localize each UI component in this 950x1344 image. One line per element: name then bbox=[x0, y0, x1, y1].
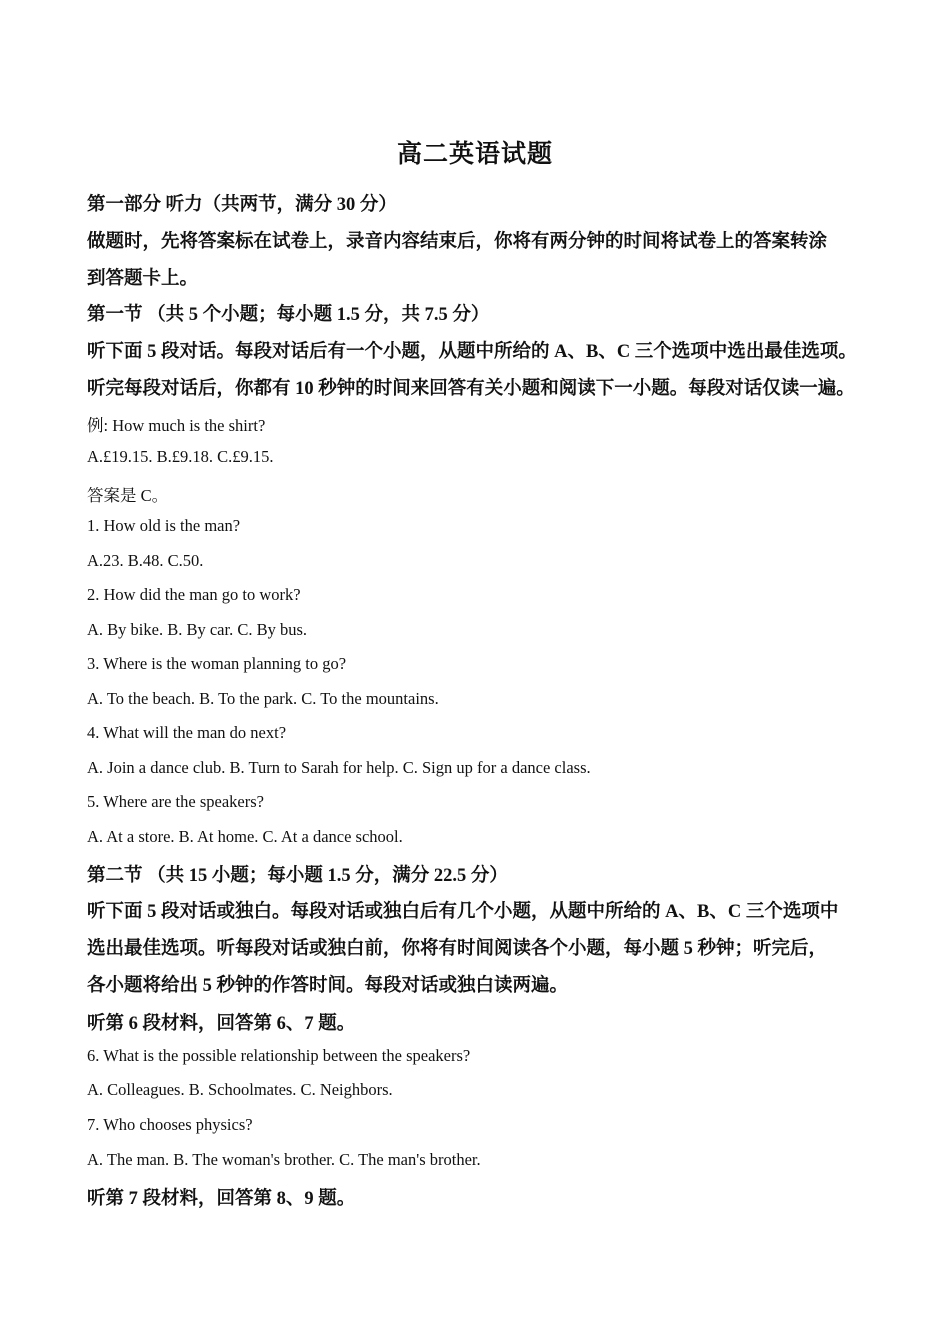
part1-instruction-line2: 到答题卡上。 bbox=[87, 269, 199, 289]
part1-instruction-line1: 做题时，先将答案标在试卷上，录音内容结束后，你将有两分钟的时间将试卷上的答案转涂 bbox=[87, 232, 828, 252]
question-4: 4. What will the man do next? bbox=[87, 723, 287, 742]
section2-instruction-line3: 各小题将给出 5 秒钟的作答时间。每段对话或独白读两遍。 bbox=[87, 976, 569, 996]
section2-instruction-line1: 听下面 5 段对话或独白。每段对话或独白后有几个小题，从题中所给的 A、B、C 三个选项中 bbox=[87, 902, 839, 922]
question-7-options: A. The man. B. The woman's brother. C. The man's brother. bbox=[87, 1150, 481, 1169]
question-2: 2. How did the man go to work? bbox=[87, 585, 301, 604]
section1-instruction-line1: 听下面 5 段对话。每段对话后有一个小题，从题中所给的 A、B、C 三个选项中选出最佳选项。 bbox=[87, 342, 857, 362]
question-5-options: A. At a store. B. At home. C. At a dance school. bbox=[87, 827, 403, 846]
page-title: 高二英语试题 bbox=[396, 141, 553, 168]
section1-heading: 第一节 （共 5 个小题；每小题 1.5 分，共 7.5 分） bbox=[87, 305, 490, 325]
question-6: 6. What is the possible relationship between the speakers? bbox=[87, 1046, 471, 1065]
example-question: 例: How much is the shirt? bbox=[87, 416, 266, 435]
section2-instruction-line2: 选出最佳选项。听每段对话或独白前，你将有时间阅读各个小题，每小题 5 秒钟；听完后， bbox=[87, 939, 828, 959]
question-3: 3. Where is the woman planning to go? bbox=[87, 654, 347, 673]
section2-heading: 第二节 （共 15 小题；每小题 1.5 分，满分 22.5 分） bbox=[87, 866, 508, 886]
part1-heading: 第一部分 听力（共两节，满分 30 分） bbox=[87, 195, 397, 215]
material-6-heading: 听第 6 段材料，回答第 6、7 题。 bbox=[87, 1014, 356, 1034]
material-7-heading: 听第 7 段材料，回答第 8、9 题。 bbox=[87, 1189, 356, 1209]
question-7: 7. Who chooses physics? bbox=[87, 1115, 253, 1134]
question-4-options: A. Join a dance club. B. Turn to Sarah for help. C. Sign up for a dance class. bbox=[87, 758, 591, 777]
question-2-options: A. By bike. B. By car. C. By bus. bbox=[87, 620, 308, 639]
question-5: 5. Where are the speakers? bbox=[87, 792, 264, 811]
question-1: 1. How old is the man? bbox=[87, 516, 241, 535]
example-answer: 答案是 C。 bbox=[87, 486, 169, 505]
section1-instruction-line2: 听完每段对话后，你都有 10 秒钟的时间来回答有关小题和阅读下一小题。每段对话仅读一遍。 bbox=[87, 379, 855, 399]
question-3-options: A. To the beach. B. To the park. C. To the mountains. bbox=[87, 689, 439, 708]
question-6-options: A. Colleagues. B. Schoolmates. C. Neighbors. bbox=[87, 1080, 393, 1099]
question-1-options: A.23. B.48. C.50. bbox=[87, 551, 204, 570]
example-options: A.£19.15. B.£9.18. C.£9.15. bbox=[87, 447, 274, 466]
